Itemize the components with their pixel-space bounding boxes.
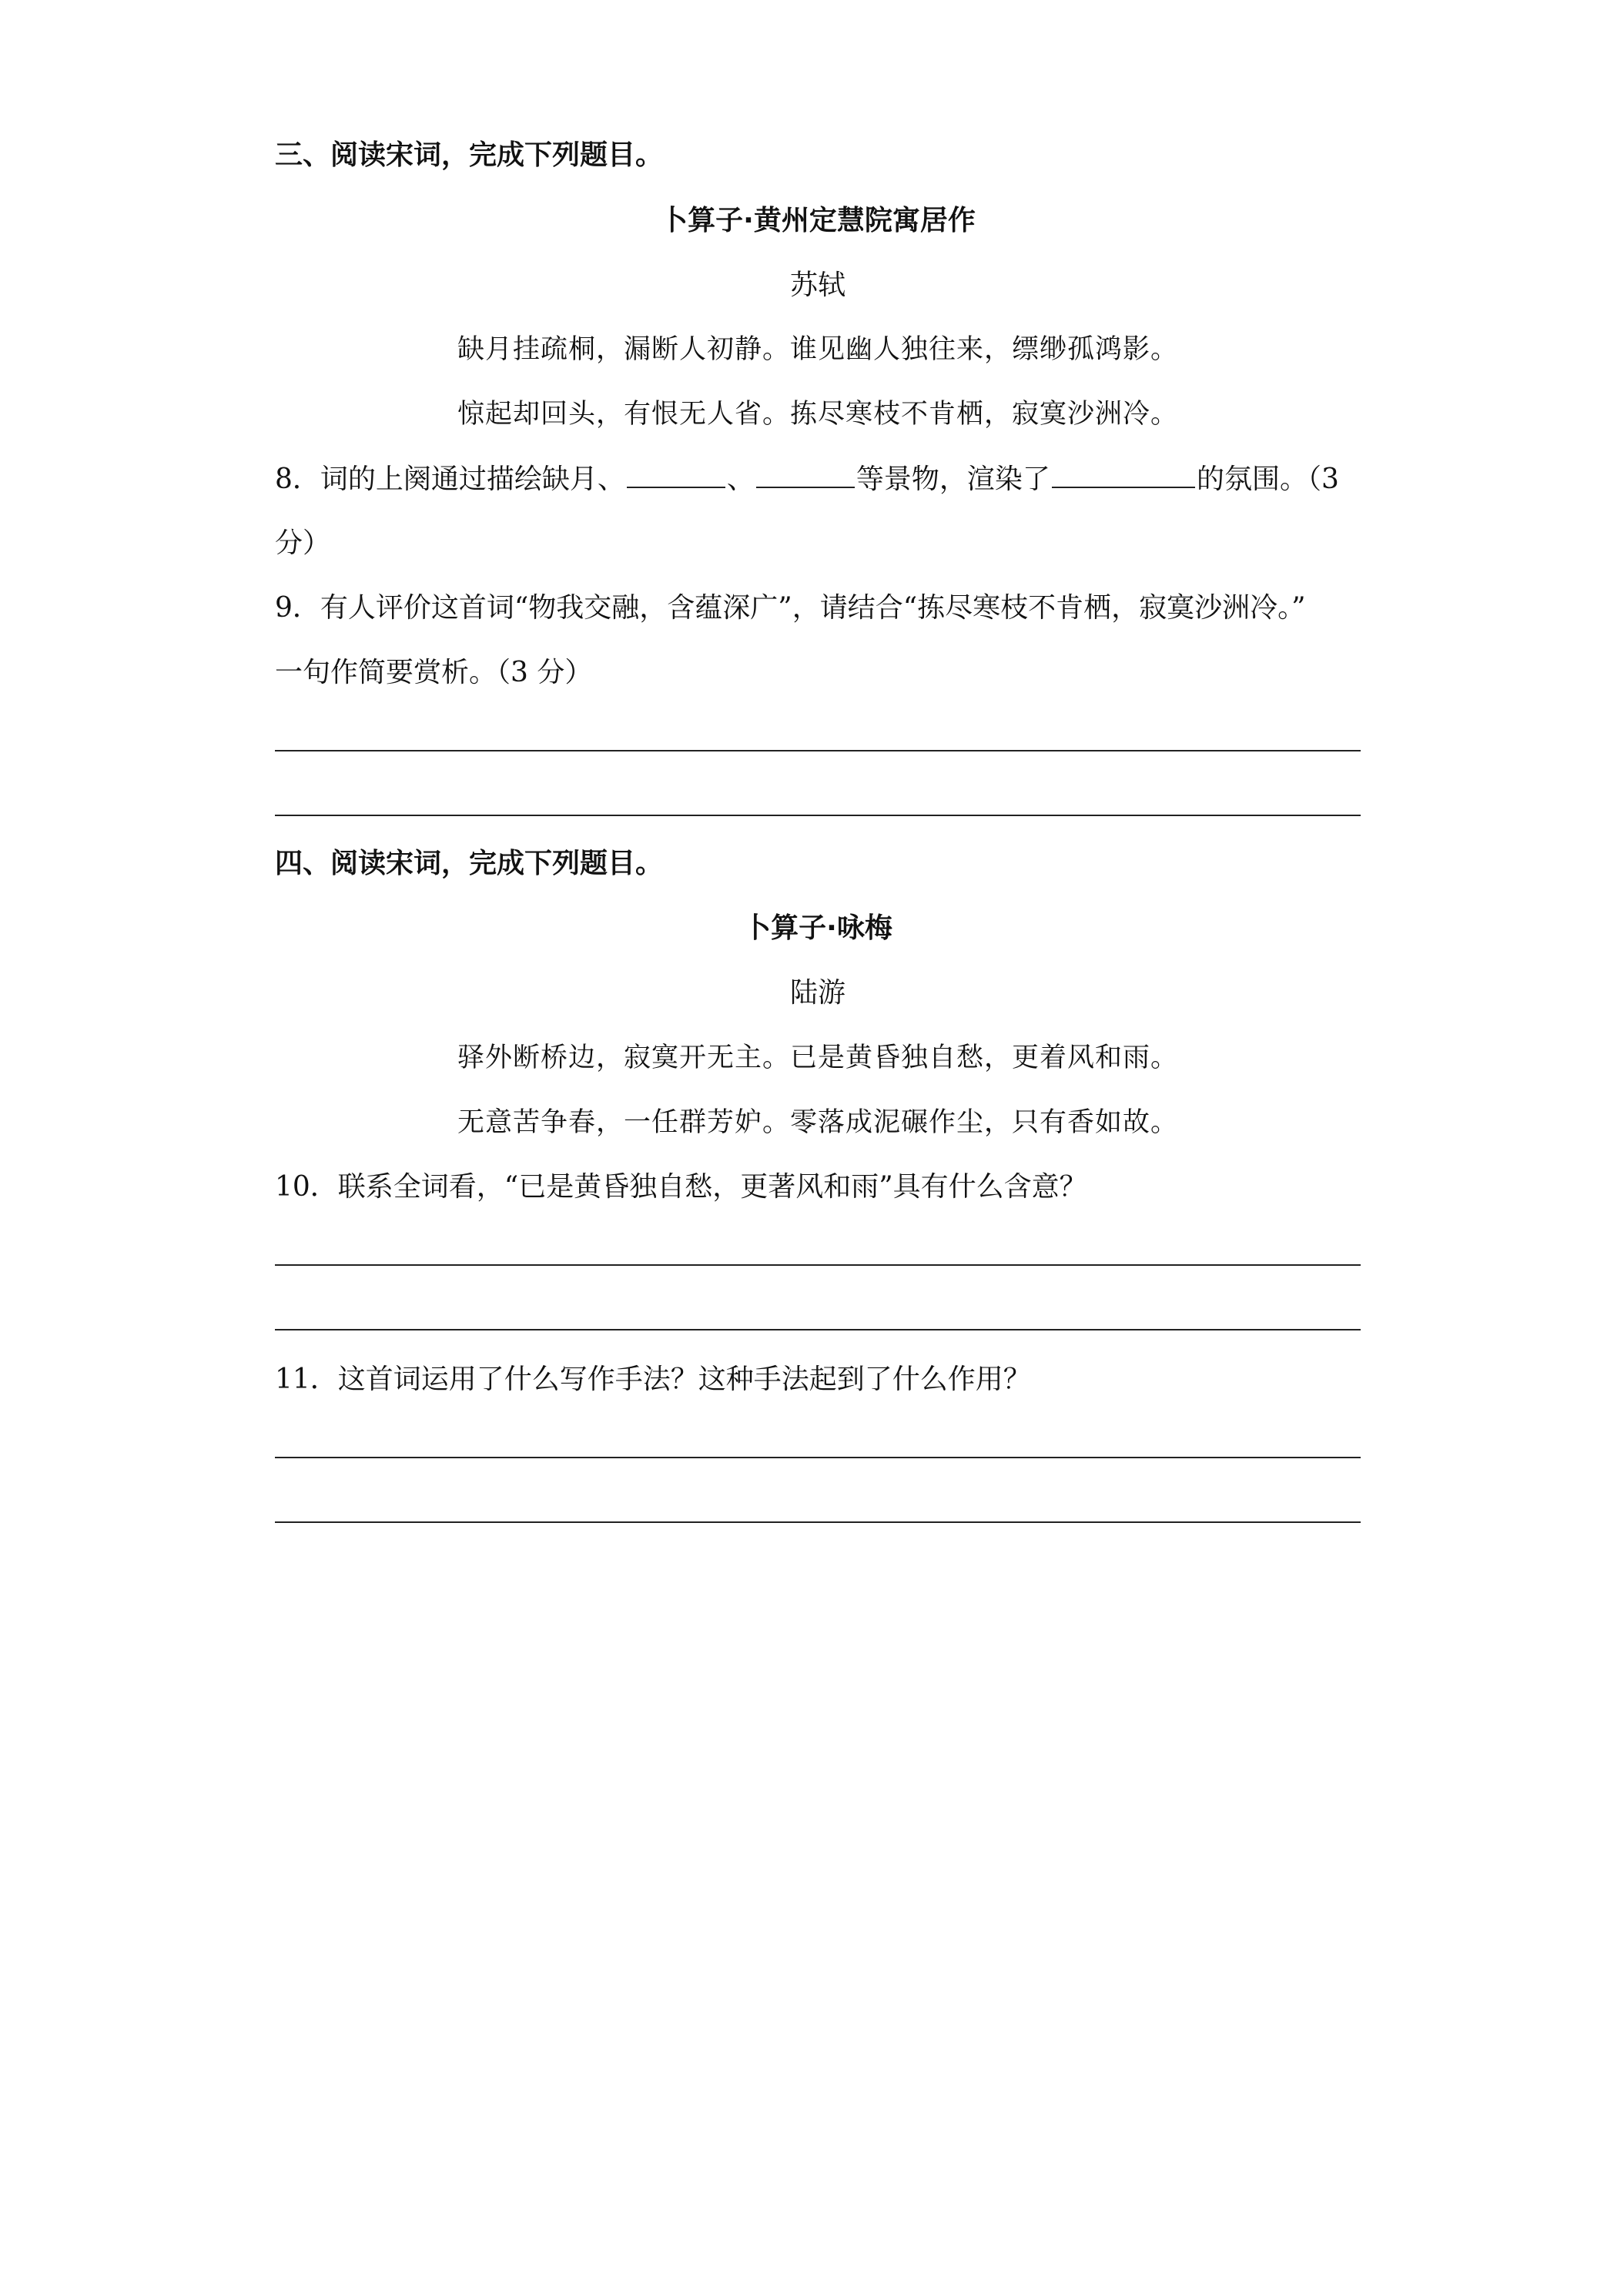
- section-4-poem-title: 卜算子·咏梅: [743, 912, 892, 944]
- section-4-poem-author: 陆游: [789, 977, 845, 1009]
- question-10: 10．联系全词看，“已是黄昏独自愁，更著风和雨”具有什么含意？: [275, 1171, 1087, 1203]
- question-8-text-2: 、: [726, 464, 755, 495]
- section-3-heading: 三、阅读宋词，完成下列题目。: [275, 139, 664, 171]
- answer-line-q11-1[interactable]: [275, 1457, 1361, 1458]
- answer-line-q10-1[interactable]: [275, 1264, 1361, 1266]
- section-3-poem-line-1: 缺月挂疏桐，漏断人初静。谁见幽人独往来，缥缈孤鸿影。: [457, 334, 1178, 365]
- answer-line-q9-2[interactable]: [275, 815, 1361, 816]
- question-8-text-3: 等景物，渲染了: [856, 464, 1050, 495]
- question-11: 11．这首词运用了什么写作手法？这种手法起到了什么作用？: [275, 1364, 1031, 1395]
- question-8: [275, 460, 1361, 498]
- answer-line-q10-2[interactable]: [275, 1329, 1361, 1330]
- section-4-heading: 四、阅读宋词，完成下列题目。: [275, 848, 664, 879]
- section-3-poem-line-2: 惊起却回头，有恨无人省。拣尽寒枝不肯栖，寂寞沙洲冷。: [457, 399, 1178, 430]
- question-8-blank-2[interactable]: [756, 460, 855, 488]
- section-4-poem-line-1: 驿外断桥边，寂寞开无主。已是黄昏独自愁，更着风和雨。: [457, 1043, 1178, 1073]
- answer-line-q11-2[interactable]: [275, 1521, 1361, 1523]
- section-3-poem-author: 苏轼: [789, 269, 845, 301]
- question-8-text-4: 的氛围。（3: [1196, 464, 1339, 495]
- question-9-line-1: 9．有人评价这首词“物我交融，含蕴深广”，请结合“拣尽寒枝不肯栖，寂寞沙洲冷。”: [275, 592, 1306, 624]
- section-3-poem-title: 卜算子·黄州定慧院寓居作: [660, 205, 976, 236]
- question-8-blank-3[interactable]: [1052, 460, 1195, 488]
- section-4-poem-line-2: 无意苦争春，一任群芳妒。零落成泥碾作尘，只有香如故。: [457, 1107, 1178, 1138]
- question-9-line-2: 一句作简要赏析。（3 分）: [275, 657, 593, 688]
- question-8-blank-1[interactable]: [627, 460, 725, 488]
- question-8-continued: 分）: [275, 527, 331, 559]
- question-8-text-1: 8．词的上阕通过描绘缺月、: [275, 464, 625, 495]
- answer-line-q9-1[interactable]: [275, 750, 1361, 751]
